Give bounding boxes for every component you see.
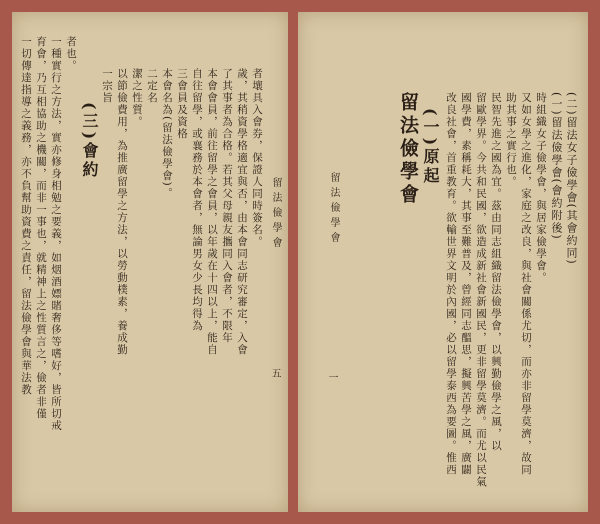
body-line: 助其事之實行也。 [505,92,517,188]
body-line: 育會，乃互相協助之機關，而非一事也，就精神上之性質言之，儉者非僅 [35,36,47,420]
item-label: 二定名 [146,68,158,104]
body-line: 改良社會，首重教育。欲輸世界文明於內國，必以留學泰西為要圖。惟西 [445,92,457,476]
body-line: 潔之性質。 [131,68,143,128]
page-number: 一 [326,372,337,382]
item-label: 一宗旨 [101,68,113,104]
body-line: 以節儉費用，為推廣留學之方法，以勞動樸素，養成勤 [116,68,128,356]
section-heading: (一)原起 [421,108,440,187]
body-line: 時組織女子儉學會，與居家儉學會。 [535,92,547,284]
body-line: 又如女學之進化，家庭之改良，與社會關係尤切，而亦非留學莫濟，故同 [520,92,532,476]
body-line: 一種實行之方法，實亦修身相勉之要義，如烟酒嫖賭奢侈等嗜好，皆所切戒 [50,36,62,432]
body-line: 者也。 [65,36,77,72]
section-heading: (三)會約 [80,102,99,181]
body-line: 國學費，素稱耗大，其事至難普及，曾經同志醞思，擬興苦學之風，廣闢 [460,92,472,476]
page-number: 五 [269,368,280,378]
body-line: 留歐學界。今共和民國，欲造成新社會新國民，更非留學莫濟。而尤以民氣 [475,92,487,488]
body-line: 本會名為(留法儉學會)。 [161,68,173,200]
body-line: 一切傳達指導之義務，亦不負幫助資費之責任，留法儉學會與華法教 [20,36,32,396]
right-page [298,12,588,512]
body-line: 本會會員，前往留學之會員，以年歲在十四以上，能自 [206,68,218,356]
body-line: 了其事者為合格。若其父母親友攜同入會者，不限年 [221,68,233,344]
body-line: 者壤具入會券，保證人同時簽名。 [251,68,263,248]
body-line: 歲，其稍資學格適宜與否，由本會同志研究審定，入會 [236,68,248,356]
body-line: 民智先進之國為宜。茲由同志組織留法儉學會，以興勤儉學之風，以 [490,92,502,452]
running-header: 留法儉學會 [328,172,339,247]
page-title: 留法儉學會 [397,92,419,207]
left-page [12,12,288,512]
subsection-line: (二)留法女子儉學會(其會約同) [565,92,578,266]
running-header: 留法儉學會 [270,177,281,252]
subsection-line: (一)留法儉學會(會約附後) [550,92,563,241]
item-label: 三會員及資格 [176,68,188,140]
body-line: 自往留學，或襄務於本會者，無論男女少長均得為 [191,68,203,332]
